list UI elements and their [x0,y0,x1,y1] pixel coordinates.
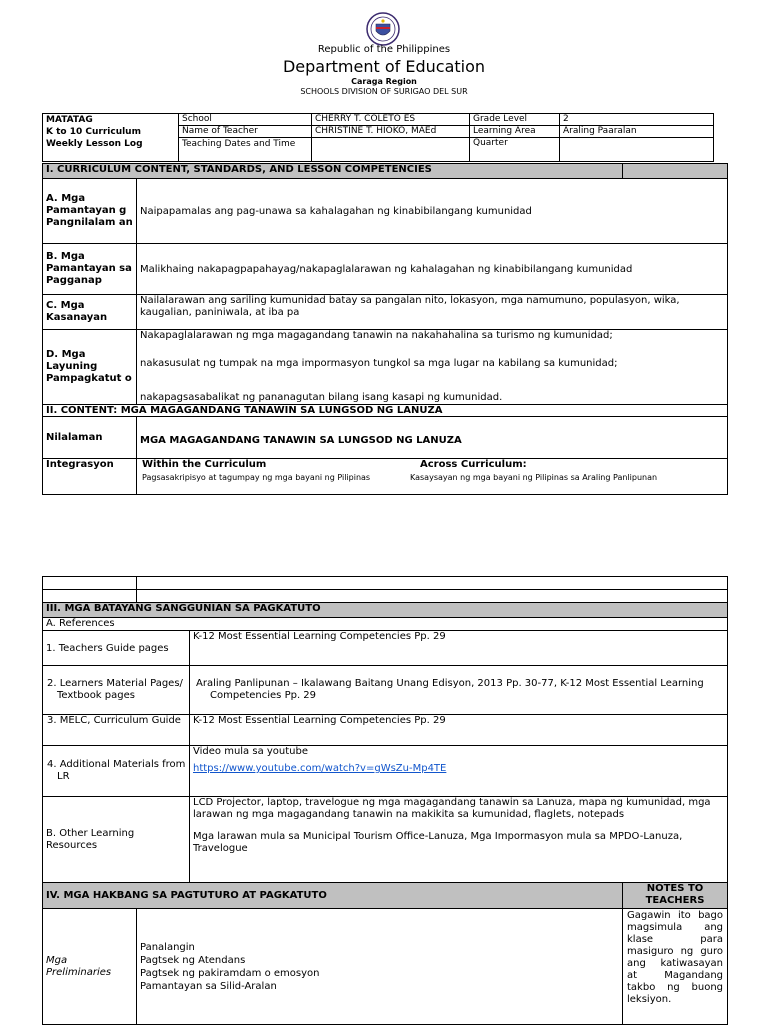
republic-line: Republic of the Philippines [317,44,451,55]
youtube-link[interactable]: https://www.youtube.com/watch?v=gWsZu-Mp4TE [193,763,447,774]
section-2-heading: II. CONTENT: MGA MAGAGANDANG TANAWIN SA LUNGSOD NG LANUZA [43,405,728,417]
other-resources-cell [190,797,728,883]
info-table [42,113,714,162]
standard-a-label: A. Mga Pamantayan g Pangnilalam an [43,179,137,244]
quarter-label: Quarter [470,138,560,162]
within-title: Within the Curriculum [142,459,267,470]
log-title-2: K to 10 Curriculum [46,127,141,137]
content-table [42,163,728,495]
nilalaman-text: MGA MAGAGANDANG TANAWIN SA LUNGSOD NG LANUZA [137,417,728,459]
section-3-heading: III. MGA BATAYANG SANGGUNIAN SA PAGKATUTO [43,603,728,618]
teachers-guide-text: K-12 Most Essential Learning Competencies Pp. 29 [190,631,728,666]
teacher-value: CHRISTINE T. HIOKO, MAEd [312,126,470,138]
learners-material-text: Araling Panlipunan – Ikalawang Baitang Unang Edisyon, 2013 Pp. 30-77, K-12 Most Essential Learning Competencies Pp. 29 [190,666,728,715]
blank-cell [43,590,137,603]
melc-text: K-12 Most Essential Learning Competencies Pp. 29 [190,715,728,746]
area-value: Araling Paaralan [560,126,714,138]
standard-a-text: Naipapamalas ang pag-unawa sa kahalagahan ng kinabibilangang kumunidad [137,179,728,244]
grade-value: 2 [560,114,714,126]
layunin-cell [137,330,728,405]
notes-text: Gagawin ito bago magsimula ang klase para masiguro ng guro ang katiwasayan at Magandang takbo ng buong leksiyon. [623,909,728,1025]
layunin-item: nakapagsasabalikat ng pananagutan bilang isang kasapi ng kumunidad. [140,392,503,403]
log-title-cell [43,114,179,162]
section-1-heading-blank [623,164,728,179]
school-label: School [179,114,312,126]
quarter-value [560,138,714,162]
layunin-label: D. Mga Layuning Pampagkatut o [43,330,137,405]
integrasyon-label: Integrasyon [43,459,137,495]
within-text: Pagsasakripisyo at tagumpay ng mga bayani ng Pilipinas [142,473,371,482]
additional-materials-label: 4. Additional Materials from LR [43,746,190,797]
nilalaman-label: Nilalaman [43,417,137,459]
blank-cell [43,577,137,590]
dates-label: Teaching Dates and Time [179,138,312,162]
section-1-heading: I. CURRICULUM CONTENT, STANDARDS, AND LESSON COMPETENCIES [43,164,623,179]
standard-b-text: Malikhaing nakapagpapahayag/nakapaglalarawan ng kahalagahan ng kinabibilangang kumunidad [137,244,728,295]
section-4-heading: IV. MGA HAKBANG SA PAGTUTURO AT PAGKATUTO [43,883,623,909]
list-item: Panalangin [140,941,195,953]
list-item: Pagtsek ng Atendans [140,954,246,966]
resources-table [42,576,728,1025]
dates-value [312,138,470,162]
teachers-guide-label: 1. Teachers Guide pages [43,631,190,666]
teacher-label: Name of Teacher [179,126,312,138]
kasanayan-text: Nailalarawan ang sariling kumunidad batay sa pangalan nito, lokasyon, mga namumuno, populasyon, wika, kaugalian, paniniwala, at iba pa [137,295,728,330]
other-resources-text: Mga larawan mula sa Municipal Tourism Office-Lanuza, Mga Impormasyon mula sa MPDO-Lanuza, Travelogue [193,831,683,854]
preliminaries-list [137,909,623,1025]
across-title: Across Curriculum: [420,459,527,470]
across-text: Kasaysayan ng mga bayani ng Pilipinas sa Araling Panlipunan [410,473,658,482]
deped-seal-icon [366,12,400,46]
additional-materials-cell [190,746,728,797]
blank-cell [137,590,728,603]
other-resources-label: B. Other Learning Resources [43,797,190,883]
standard-b-label: B. Mga Pamantayan sa Pagganap [43,244,137,295]
preliminaries-label: Mga Preliminaries [43,909,137,1025]
integrasyon-cell [137,459,728,495]
grade-label: Grade Level [470,114,560,126]
layunin-item: Nakapaglalarawan ng mga magagandang tanawin na nakahahalina sa turismo ng kumunidad; [140,330,613,341]
melc-label: 3. MELC, Curriculum Guide [43,715,190,746]
blank-cell [137,577,728,590]
division-line: SCHOOLS DIVISION OF SURIGAO DEL SUR [300,87,468,96]
school-value: CHERRY T. COLETO ES [312,114,470,126]
notes-heading: NOTES TO TEACHERS [623,883,728,909]
learners-material-label: 2. Learners Material Pages/ Textbook pages [43,666,190,715]
additional-materials-text: Video mula sa youtube [193,746,309,757]
region-line: Caraga Region [351,77,417,86]
area-label: Learning Area [470,126,560,138]
list-item: Pamantayan sa Silid-Aralan [140,980,277,992]
department-title: Department of Education [282,57,486,76]
layunin-item: nakasusulat ng tumpak na mga impormasyon tungkol sa mga lugar na kabilang sa kumunidad; [140,358,618,369]
kasanayan-label: C. Mga Kasanayan [43,295,137,330]
references-label: A. References [43,618,728,631]
log-title-3: Weekly Lesson Log [46,139,143,149]
list-item: Pagtsek ng pakiramdam o emosyon [140,967,320,979]
log-title-1: MATATAG [46,115,93,125]
other-resources-text: LCD Projector, laptop, travelogue ng mga magagandang tanawin sa Lanuza, mapa ng kumunidad, mga larawan ng mga magagandang tanawin na makikita sa kumunidad, flaglets, notepads [193,797,711,820]
